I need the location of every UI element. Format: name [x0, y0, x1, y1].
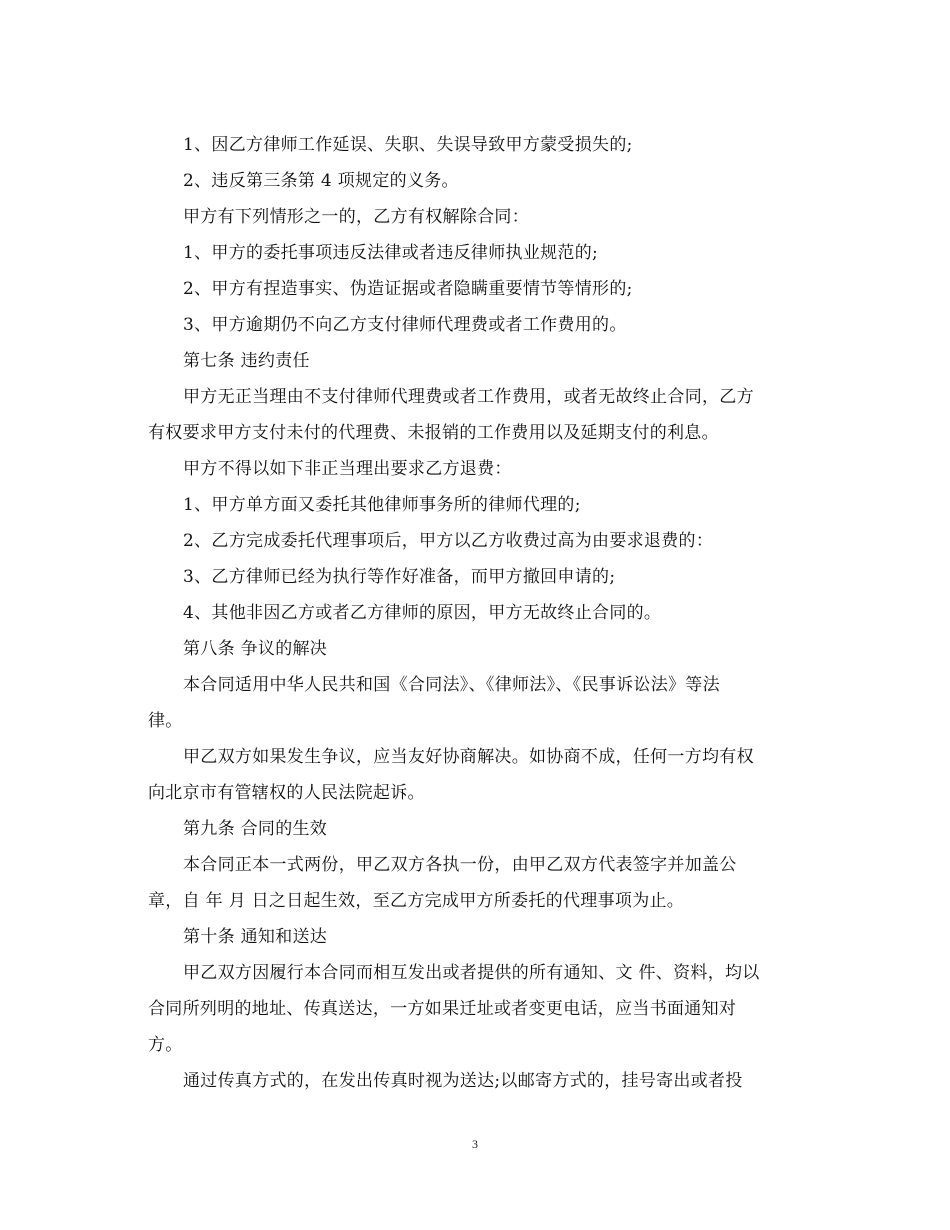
- text-line: 合同所列明的地址、传真送达，一方如果迁址或者变更电话，应当书面通知对: [148, 999, 737, 1019]
- text-line: 4、其他非因乙方或者乙方律师的原因，甲方无故终止合同的。: [183, 603, 662, 623]
- text-line: 甲方无正当理由不支付律师代理费或者工作费用，或者无故终止合同，乙方: [183, 387, 754, 407]
- text-line: 1、因乙方律师工作延误、失职、失误导致甲方蒙受损失的;: [183, 135, 633, 155]
- text-line: 2、违反第三条第 4 项规定的义务。: [183, 171, 459, 191]
- text-line: 方。: [148, 1035, 183, 1055]
- section-heading: 第八条 争议的解决: [183, 639, 328, 659]
- page-number: 3: [472, 1137, 478, 1151]
- document-body: [148, 127, 808, 1099]
- text-line: 甲乙双方因履行本合同而相互发出或者提供的所有通知、文 件、资料，均以: [183, 963, 760, 983]
- text-line: 向北京市有管辖权的人民法院起诉。: [148, 783, 425, 803]
- section-heading: 第十条 通知和送达: [183, 927, 328, 947]
- text-line: 3、甲方逾期仍不向乙方支付律师代理费或者工作费用的。: [183, 315, 627, 335]
- text-line: 有权要求甲方支付未付的代理费、未报销的工作费用以及延期支付的利息。: [148, 423, 719, 443]
- text-line: 本合同适用中华人民共和国《合同法》、《律师法》、《民事诉讼法》等法: [183, 675, 720, 695]
- text-line: 甲方不得以如下非正当理出要求乙方退费：: [183, 459, 512, 479]
- text-line: 通过传真方式的，在发出传真时视为送达;以邮寄方式的，挂号寄出或者投: [183, 1071, 743, 1091]
- text-line: 2、乙方完成委托代理事项后，甲方以乙方收费过高为由要求退费的：: [183, 531, 714, 551]
- section-heading: 第七条 违约责任: [183, 351, 310, 371]
- text-line: 本合同正本一式两份，甲乙双方各执一份，由甲乙双方代表签字并加盖公: [183, 855, 737, 875]
- text-line: 1、甲方单方面又委托其他律师事务所的律师代理的;: [183, 495, 581, 515]
- text-line: 3、乙方律师已经为执行等作好准备，而甲方撤回申请的;: [183, 567, 616, 587]
- text-line: 甲方有下列情形之一的，乙方有权解除合同：: [183, 207, 529, 227]
- text-line: 甲乙双方如果发生争议，应当友好协商解决。如协商不成，任何一方均有权: [183, 747, 754, 767]
- text-line: 律。: [148, 711, 183, 731]
- text-line: 章，自 年 月 日之日起生效，至乙方完成甲方所委托的代理事项为止。: [148, 891, 685, 911]
- section-heading: 第九条 合同的生效: [183, 819, 328, 839]
- text-line: 2、甲方有捏造事实、伪造证据或者隐瞒重要情节等情形的;: [183, 279, 633, 299]
- text-line: 1、甲方的委托事项违反法律或者违反律师执业规范的;: [183, 243, 599, 263]
